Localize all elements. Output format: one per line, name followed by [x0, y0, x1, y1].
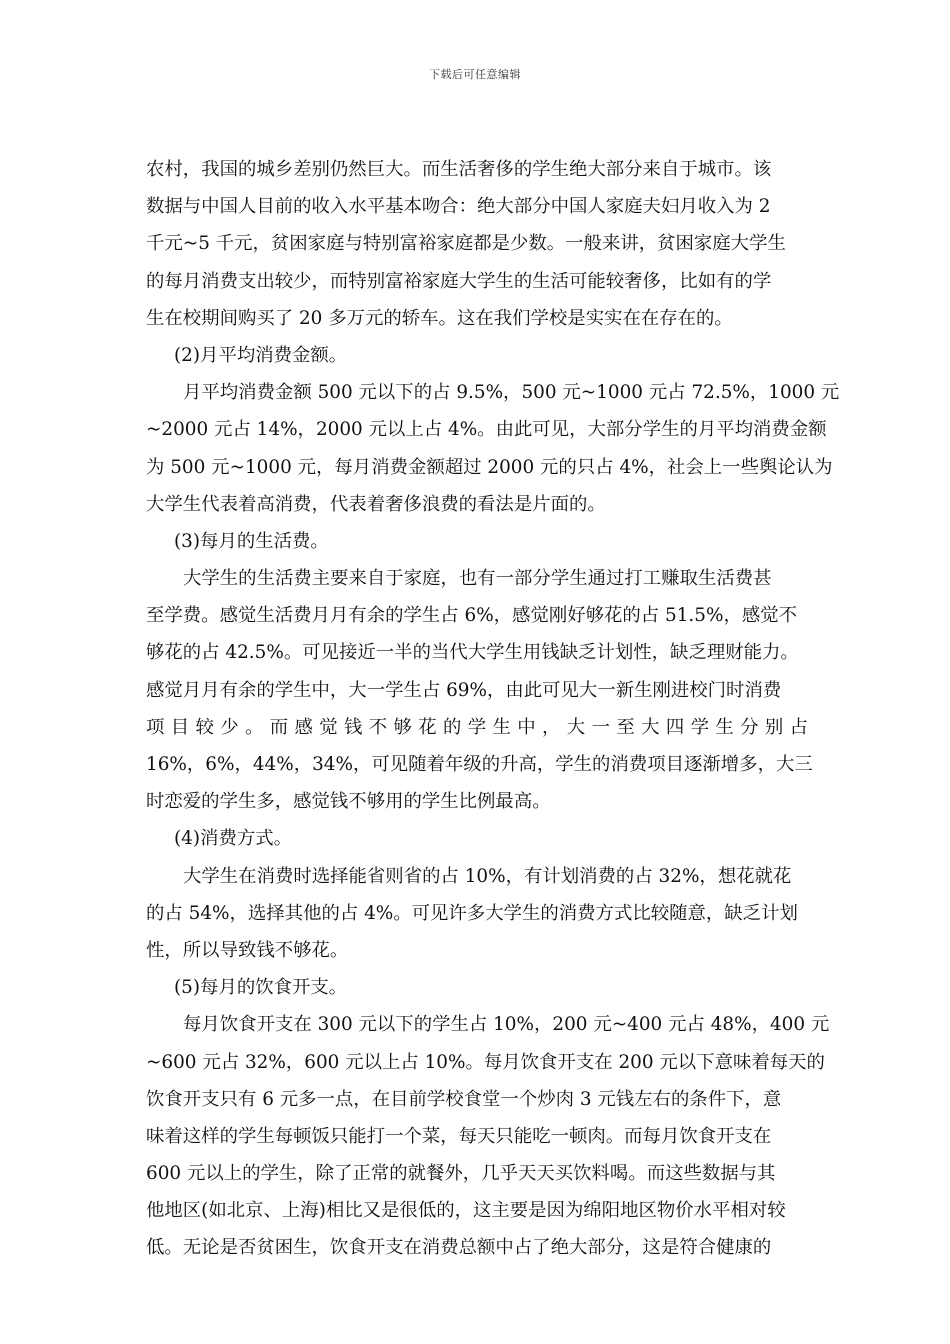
body-line: 数据与中国人目前的收入水平基本吻合：绝大部分中国人家庭夫妇月收入为 2: [146, 196, 771, 218]
body-line: 低。无论是否贫困生，饮食开支在消费总额中占了绝大部分，这是符合健康的: [146, 1237, 772, 1259]
body-line: 至学费。感觉生活费月月有余的学生占 6%，感觉刚好够花的占 51.5%，感觉不: [146, 605, 798, 627]
section-heading: (2)月平均消费金额。: [174, 344, 348, 366]
body-line: ~2000 元占 14%，2000 元以上占 4%。由此可见，大部分学生的月平均消费金额: [146, 419, 827, 441]
body-line: 时恋爱的学生多，感觉钱不够用的学生比例最高。: [146, 791, 551, 813]
body-line: 味着这样的学生每顿饭只能打一个菜，每天只能吃一顿肉。而每月饮食开支在: [146, 1125, 772, 1147]
body-line: ~600 元占 32%，600 元以上占 10%。每月饮食开支在 200 元以下意味着每天的: [146, 1051, 825, 1073]
section-heading: (5)每月的饮食开支。: [174, 977, 348, 999]
body-line: 为 500 元~1000 元，每月消费金额超过 2000 元的只占 4%，社会上一些舆论认为: [146, 456, 833, 478]
section-heading: (3)每月的生活费。: [174, 530, 329, 552]
body-line: 生在校期间购买了 20 多万元的轿车。这在我们学校是实实在在存在的。: [146, 307, 733, 329]
section-heading: (4)消费方式。: [174, 828, 293, 850]
body-line: 大学生在消费时选择能省则省的占 10%，有计划消费的占 32%，想花就花: [183, 865, 792, 887]
body-line: 够花的占 42.5%。可见接近一半的当代大学生用钱缺乏计划性，缺乏理财能力。: [146, 642, 799, 664]
body-line: 的占 54%，选择其他的占 4%。可见许多大学生的消费方式比较随意，缺乏计划: [146, 902, 798, 924]
body-line: 大学生的生活费主要来自于家庭，也有一部分学生通过打工赚取生活费甚: [183, 568, 772, 590]
body-line: 感觉月月有余的学生中，大一学生占 69%，由此可见大一新生刚进校门时消费: [146, 679, 782, 701]
body-line: 每月饮食开支在 300 元以下的学生占 10%，200 元~400 元占 48%，400 元: [183, 1014, 830, 1036]
body-line: 600 元以上的学生，除了正常的就餐外，几乎天天买饮料喝。而这些数据与其: [146, 1163, 776, 1185]
body-line: 性，所以导致钱不够花。: [146, 939, 349, 961]
page-header: 下载后可任意编辑: [429, 68, 521, 81]
body-line: 项目较少。而感觉钱不够花的学生中，大一至大四学生分别占: [146, 716, 808, 738]
body-line: 饮食开支只有 6 元多一点，在目前学校食堂一个炒肉 3 元钱左右的条件下，意: [146, 1088, 782, 1110]
body-line: 16%，6%，44%，34%，可见随着年级的升高，学生的消费项目逐渐增多，大三: [146, 754, 813, 775]
body-line: 月平均消费金额 500 元以下的占 9.5%，500 元~1000 元占 72.5%，1000 元: [183, 382, 840, 404]
document-body: [146, 151, 840, 1267]
body-line: 农村，我国的城乡差别仍然巨大。而生活奢侈的学生绝大部分来自于城市。该: [146, 159, 772, 180]
body-line: 大学生代表着高消费，代表着奢侈浪费的看法是片面的。: [146, 493, 606, 515]
body-line: 他地区(如北京、上海)相比又是很低的，这主要是因为绵阳地区物价水平相对较: [146, 1200, 786, 1222]
body-line: 千元~5 千元，贫困家庭与特别富裕家庭都是少数。一般来讲，贫困家庭大学生: [146, 233, 786, 255]
body-line: 的每月消费支出较少，而特别富裕家庭大学生的生活可能较奢侈，比如有的学: [146, 270, 772, 292]
